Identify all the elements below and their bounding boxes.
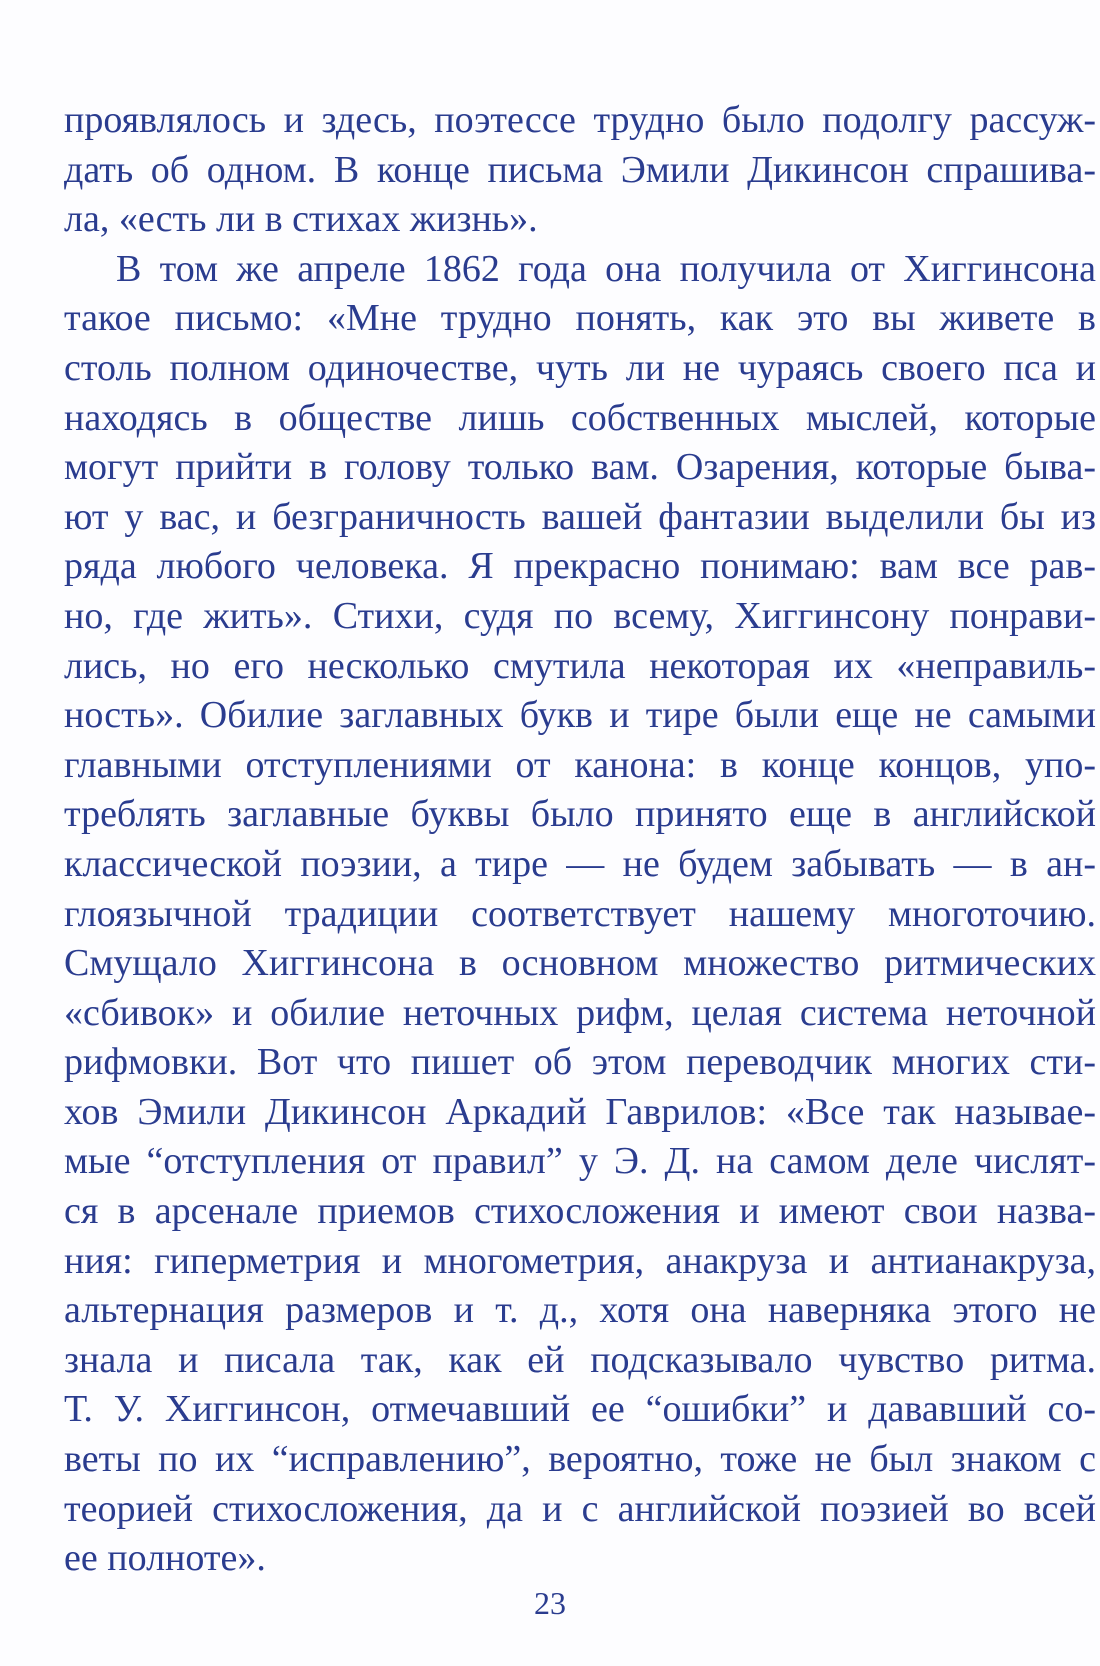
- text-line: ее полноте».: [64, 1537, 266, 1580]
- page-number: 23: [534, 1585, 566, 1621]
- text-line: столь полном одиночестве, чуть ли не чураясь своего пса и: [64, 346, 1096, 389]
- text-line: В том же апреле 1862 года она получила от Хиггинсона: [116, 247, 1096, 290]
- text-line: лись, но его несколько смутила некоторая их «неправиль-: [64, 644, 1096, 687]
- text-line: мые “отступления от правил” у Э. Д. на самом деле числят-: [64, 1140, 1096, 1183]
- text-line: ют у вас, и безграничность вашей фантазии выделили бы из: [64, 495, 1096, 538]
- text-line: треблять заглавные буквы было принято еще в английской: [64, 793, 1096, 836]
- text-line: веты по их “исправлению”, вероятно, тоже не был знаком с: [64, 1438, 1096, 1481]
- text-line: могут прийти в голову только вам. Озарения, которые быва-: [64, 446, 1096, 489]
- text-line: теорией стихосложения, да и с английской поэзией во всей: [64, 1487, 1096, 1530]
- text-line: Т. У. Хиггинсон, отмечавший ее “ошибки” и дававший со-: [64, 1388, 1096, 1431]
- text-line: знала и писала так, как ей подсказывало чувство ритма.: [64, 1338, 1096, 1381]
- text-line: ся в арсенале приемов стихосложения и имеют свои назва-: [64, 1190, 1096, 1233]
- text-line: хов Эмили Дикинсон Аркадий Гаврилов: «Все так называе-: [64, 1090, 1096, 1133]
- text-line: Смущало Хиггинсона в основном множество ритмических: [64, 942, 1096, 985]
- text-line: ния: гиперметрия и многометрия, анакруза и антианакруза,: [64, 1239, 1096, 1282]
- body-text: [64, 96, 1096, 1584]
- text-line: ла, «есть ли в стихах жизнь».: [64, 198, 538, 241]
- text-line: ряда любого человека. Я прекрасно понимаю: вам все рав-: [64, 545, 1096, 588]
- text-line: проявлялось и здесь, поэтессе трудно было подолгу рассуж-: [64, 99, 1096, 141]
- text-line: но, где жить». Стихи, судя по всему, Хиггинсону понрави-: [64, 594, 1096, 637]
- text-line: дать об одном. В конце письма Эмили Дикинсон спрашива-: [64, 148, 1096, 191]
- text-line: классической поэзии, а тире — не будем забывать — в ан-: [64, 842, 1096, 885]
- text-line: ность». Обилие заглавных букв и тире были еще не самыми: [64, 694, 1096, 737]
- text-line: главными отступлениями от канона: в конце концов, упо-: [64, 743, 1096, 786]
- text-line: рифмовки. Вот что пишет об этом переводчик многих сти-: [64, 1041, 1096, 1084]
- text-line: находясь в обществе лишь собственных мыслей, которые: [64, 396, 1096, 439]
- text-line: «сбивок» и обилие неточных рифм, целая система неточной: [64, 991, 1096, 1034]
- text-line: альтернация размеров и т. д., хотя она наверняка этого не: [64, 1289, 1096, 1332]
- text-line: такое письмо: «Мне трудно понять, как это вы живете в: [64, 297, 1096, 340]
- text-line: глоязычной традиции соответствует нашему многоточию.: [64, 892, 1096, 935]
